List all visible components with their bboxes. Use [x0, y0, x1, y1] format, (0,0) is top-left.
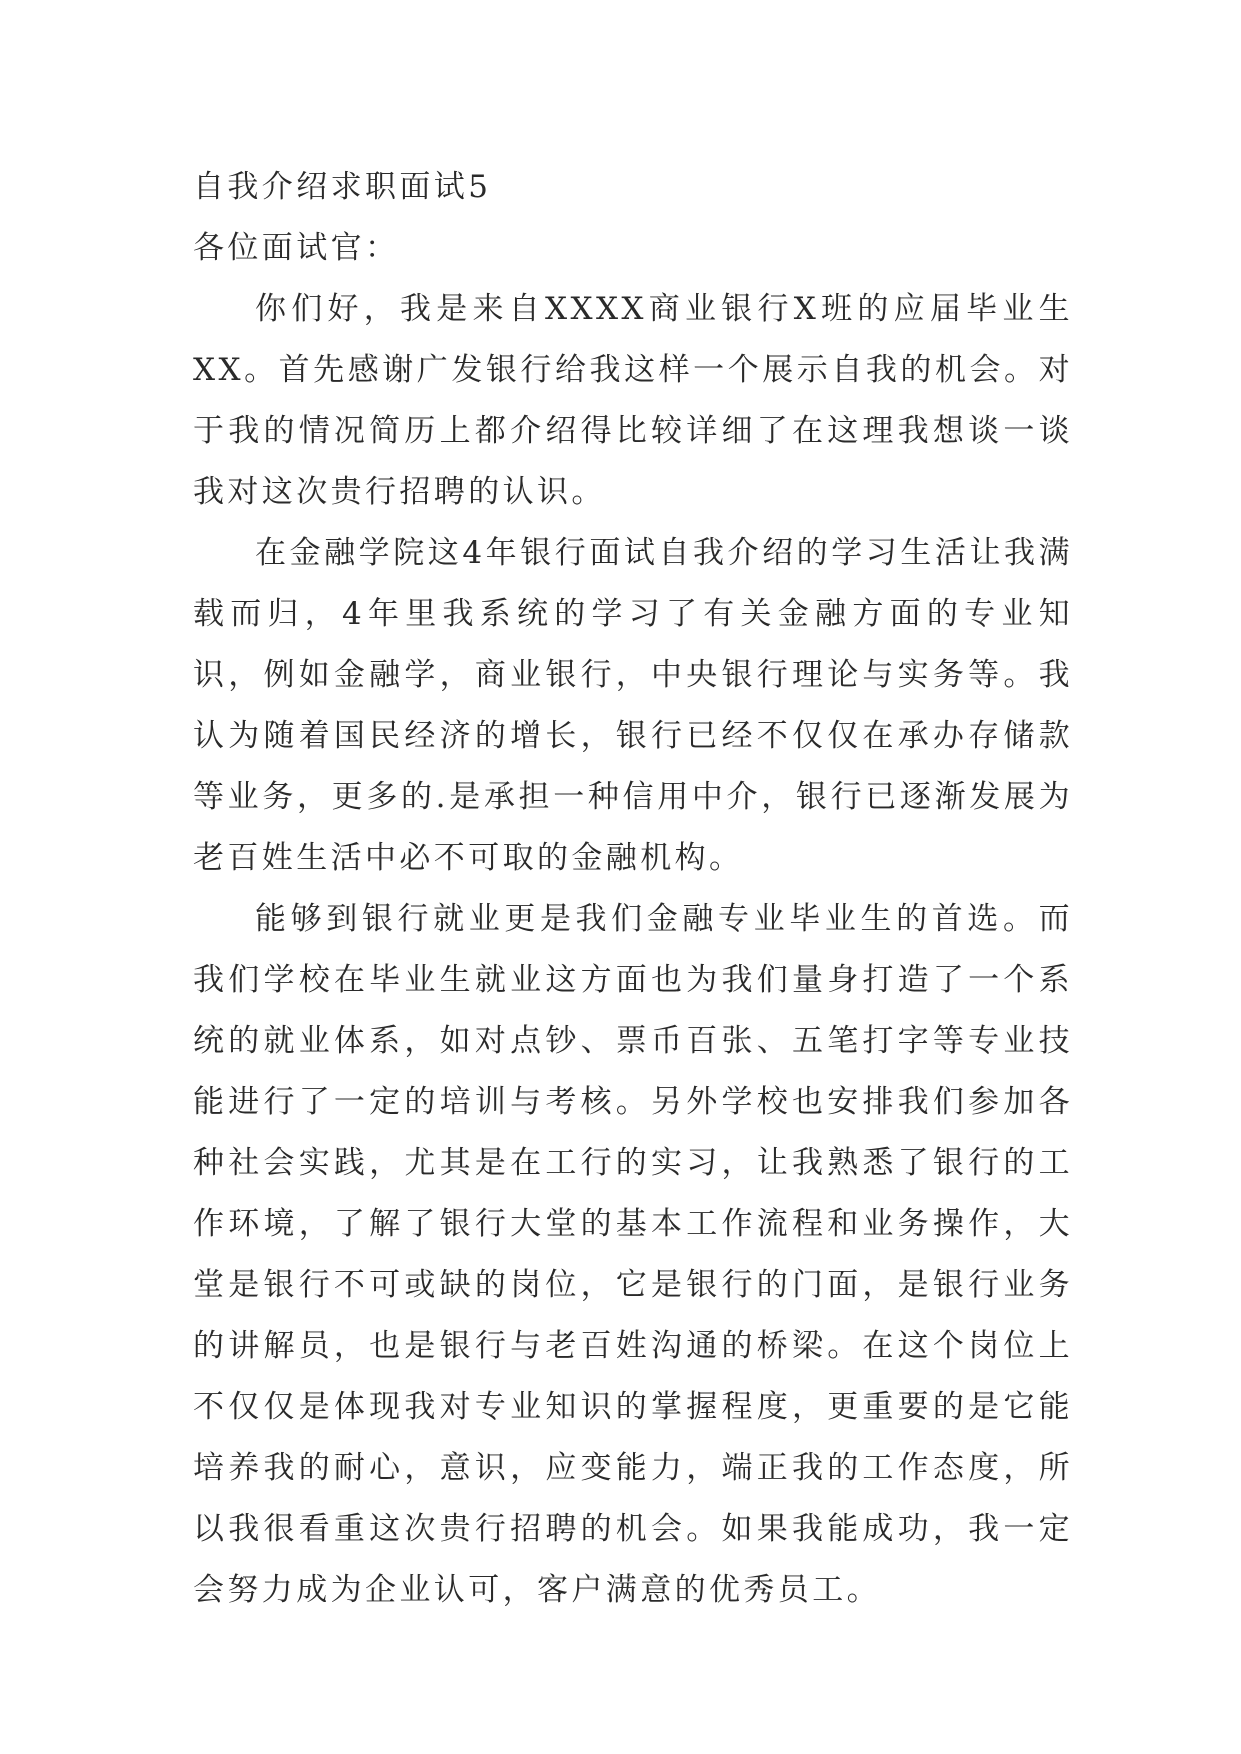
document-body	[193, 157, 1073, 1621]
document-title: 自我介绍求职面试5	[193, 169, 492, 205]
paragraph-2: 在金融学院这4年银行面试自我介绍的学习生活让我满载而归，4年里我系统的学习了有关金融方面的专业知识，例如金融学，商业银行，中央银行理论与实务等。我认为随着国民经济的增长，银行已经不仅仅在承办存储款等业务，更多的.是承担一种信用中介，银行已逐渐发展为老百姓生活中必不可取的金融机构。	[193, 535, 1073, 876]
paragraph-1: 你们好，我是来自XXXX商业银行X班的应届毕业生XX。首先感谢广发银行给我这样一个展示自我的机会。对于我的情况简历上都介绍得比较详细了在这理我想谈一谈我对这次贵行招聘的认识。	[193, 291, 1073, 510]
paragraph-3: 能够到银行就业更是我们金融专业毕业生的首选。而我们学校在毕业生就业这方面也为我们量身打造了一个系统的就业体系，如对点钞、票币百张、五笔打字等专业技能进行了一定的培训与考核。另外学校也安排我们参加各种社会实践，尤其是在工行的实习，让我熟悉了银行的工作环境，了解了银行大堂的基本工作流程和业务操作，大堂是银行不可或缺的岗位，它是银行的门面，是银行业务的讲解员，也是银行与老百姓沟通的桥梁。在这个岗位上不仅仅是体现我对专业知识的掌握程度，更重要的是它能培养我的耐心，意识，应变能力，端正我的工作态度，所以我很看重这次贵行招聘的机会。如果我能成功，我一定会努力成为企业认可，客户满意的优秀员工。	[193, 901, 1073, 1608]
salutation: 各位面试官：	[193, 230, 400, 266]
